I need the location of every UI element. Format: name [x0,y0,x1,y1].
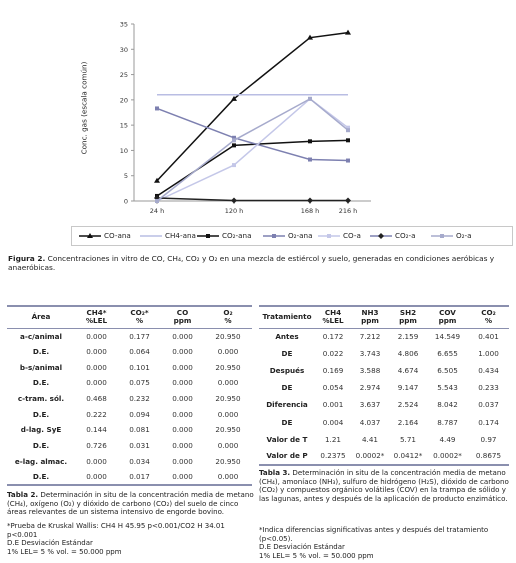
table-cell: 0.000 [217,472,239,482]
x-tick-label: 216 h [338,207,358,215]
column-header: Tratamiento [262,312,312,322]
y-tick-label: 0 [123,197,128,206]
table-cell: 0.169 [322,366,344,376]
table-cell: 2.164 [397,417,419,427]
table-cell: 0.064 [129,347,150,357]
y-tick-label: 5 [123,172,128,181]
data-point [308,97,312,101]
data-point [232,163,236,167]
table-cell: 0.000 [86,347,107,357]
table-cell: 0.081 [129,425,150,435]
x-tick-label: 168 h [300,207,320,215]
legend-item: CO-ana [79,231,131,240]
table-cell: 0.000 [172,331,193,341]
table-cell: 2.524 [397,400,419,410]
data-point [346,128,350,132]
x-tick-label: 120 h [224,207,244,215]
series-line [157,108,348,160]
row-label: e-lag. almac. [14,456,68,466]
table-cell: 0.000 [172,362,193,372]
table-cell: 4.49 [439,434,456,444]
table-row [7,328,252,344]
row-label: D.E. [32,378,50,388]
table-cell: 14.549 [434,332,461,342]
x-tick-label: 24 h [149,207,165,215]
line-chart [0,0,516,250]
table-row [259,396,509,413]
column-header: Área [31,312,51,322]
table-cell: 0.233 [478,383,499,393]
table-2-note: D.E Desviación Estándar [7,539,93,548]
table-cell: 20.950 [215,362,241,372]
table-row [7,438,252,454]
y-tick-label: 15 [119,121,128,130]
row-label: Antes [275,332,299,342]
row-label: a-c/animal [20,331,62,341]
legend-item: CH4-ana [165,231,196,240]
table-cell: 0.0002* [433,451,462,461]
table-2-caption-label: Tabla 2. [7,490,39,499]
table-cell: 0.000 [86,362,107,372]
table-2-note: *Prueba de Kruskal Wallis: CH4 H 45.95 p<0.001/CO2 H 34.01 [7,522,225,530]
table-cell: 5.71 [399,434,416,444]
row-label: D.E. [32,347,50,357]
table-cell: 6.505 [437,366,458,376]
table-cell: 1.21 [324,434,341,444]
table-cell: 0.000 [86,472,107,482]
column-header: SH2 ppm [399,308,417,326]
y-tick-label: 20 [119,96,128,105]
table-cell: 0.101 [129,362,150,372]
table-cell: 0.000 [172,425,193,435]
table-cell: 0.004 [322,417,344,427]
data-point [346,159,350,163]
table-row [7,359,252,375]
data-point [345,30,351,35]
table-2-notes [7,522,257,556]
table-cell: 0.8675 [475,451,502,461]
data-point [345,197,351,203]
table-cell: 0.434 [478,366,499,376]
column-header: O₂ % [223,308,233,326]
row-label: Diferencia [266,400,308,410]
row-label: DE [281,349,293,359]
column-header: CH4 %LEL [322,308,344,326]
row-label: DE [281,383,293,393]
data-point [231,197,237,203]
row-label: D.E. [32,441,50,451]
table-cell: 0.000 [86,378,107,388]
table-cell: 0.000 [172,347,193,357]
column-header: COV ppm [438,308,457,326]
legend-item: CO-a [318,231,361,240]
table-cell: 0.401 [478,332,499,342]
table-cell: 20.950 [215,331,241,341]
table-row [259,345,509,362]
data-point [308,158,312,162]
row-label: Valor de T [266,434,308,444]
table-cell: 0.000 [172,378,193,388]
table-cell: 8.042 [437,400,458,410]
table-row [7,406,252,422]
y-tick-label: 30 [119,45,128,54]
figure-caption [8,254,508,272]
row-label: d-lag. SyE [20,425,62,435]
table-row [259,431,509,448]
table-cell: 0.0002* [355,451,385,461]
table-cell: 0.000 [172,441,193,451]
table-row [259,362,509,379]
table-cell: 20.950 [215,394,241,404]
figure-caption-text: Concentraciones in vitro de CO, CH₄, CO₂ y O₂ en una mezcla de estiércol y suelo, generadas en condiciones aeróbicas y anaeróbicas. [8,254,495,272]
table-cell: 0.001 [322,400,344,410]
table-cell: 0.000 [217,409,239,419]
table-cell: 0.054 [322,383,344,393]
legend-item: CO₂-a [370,231,416,240]
table-row [7,391,252,407]
table-cell: 0.0412* [393,451,423,461]
table-cell: 0.144 [86,425,107,435]
data-point [155,106,159,110]
table-3-note: *Indica diferencias significativas antes y después del tratamiento [259,526,489,534]
table-cell: 6.655 [437,349,458,359]
table-3-note: (p<0.05). [259,534,293,543]
data-point [307,197,313,203]
table-cell: 2.974 [359,383,381,393]
row-label: D.E. [32,472,50,482]
table-cell: 0.094 [129,409,150,419]
row-label: D.E. [32,409,50,419]
table-cell: 3.743 [359,349,381,359]
table-3-notes [259,526,509,560]
table-row [259,448,509,465]
y-tick-label: 35 [119,20,128,29]
table-2-grid [7,305,252,486]
row-label: c-tram. sól. [17,394,65,404]
column-header: NH3 ppm [361,308,379,326]
table-cell: 7.212 [359,332,381,342]
table-cell: 8.787 [437,417,458,427]
table-cell: 0.000 [217,378,239,388]
table-2-note: p<0.001 [7,530,38,539]
table-row [7,344,252,360]
table-2-note: 1% LEL= 5 % vol. = 50.000 ppm [7,547,122,556]
table-row [259,328,509,345]
table-row [7,375,252,391]
table-cell: 0.037 [478,400,499,410]
table-cell: 1.000 [478,349,499,359]
table-cell: 0.034 [129,456,150,466]
legend-item: O₂-a [431,231,472,240]
table-3-note: 1% LEL= 5 % vol. = 50.000 ppm [259,551,374,560]
table-cell: 4.674 [397,366,419,376]
table-2-caption-text: Determinación in situ de la concentración media de metano (CH₄), oxígeno (O₂) y dióxido de carbono (CO₂) del suelo de cinco áreas relevantes de un sistema intensivo de engorde bovino. [7,490,254,517]
table-cell: 0.468 [86,394,107,404]
table-cell: 0.172 [322,332,344,342]
row-label: Valor de P [266,451,308,461]
table-cell: 0.000 [86,331,107,341]
figure-caption-label: Figura 2. [8,254,46,263]
table-cell: 2.159 [397,332,419,342]
series-line [157,198,348,201]
legend-item: O₂-ana [263,231,313,240]
table-3-caption-text: Determinación in situ de la concentración media de metano (CH₄), amoníaco (NH₃), sulfuro de hidrógeno (H₂S), dióxido de carbono (CO₂) y compuestos orgánico volátiles (COV) en la trampa de sólido y las lagunas, antes y después de la aplicación de producto enzimático. [259,468,509,503]
table-2-caption [7,491,254,517]
column-header: CO₂ % [481,308,496,326]
table-cell: 0.075 [129,378,150,388]
table-cell: 0.000 [172,394,193,404]
row-label: b-s/animal [19,362,63,372]
table-row [7,422,252,438]
table-cell: 20.950 [215,425,241,435]
table-row [259,413,509,430]
table-3-caption [259,469,509,503]
data-point [308,139,312,143]
table-cell: 3.637 [359,400,381,410]
table-2 [7,305,252,486]
table-cell: 0.000 [172,472,193,482]
column-header: CO ppm [173,308,192,326]
table-cell: 0.022 [322,349,344,359]
table-cell: 0.031 [129,441,150,451]
table-cell: 20.950 [215,456,241,466]
table-cell: 4.41 [361,434,378,444]
table-cell: 0.726 [86,441,107,451]
table-header [7,306,252,328]
column-header: CO₂* % [130,308,149,326]
table-cell: 0.000 [217,441,239,451]
table-cell: 0.000 [217,347,239,357]
table-3-grid [259,305,509,466]
table-cell: 0.174 [478,417,499,427]
table-cell: 4.037 [359,417,381,427]
table-cell: 0.2375 [320,451,346,461]
table-cell: 0.017 [129,472,150,482]
table-cell: 0.97 [480,434,497,444]
table-cell: 0.000 [172,456,193,466]
table-cell: 3.588 [359,366,381,376]
table-cell: 0.000 [172,409,193,419]
column-header: CH4* %LEL [85,308,108,326]
data-point [155,199,159,203]
table-cell: 0.222 [86,409,107,419]
data-point [232,143,236,147]
table-cell: 4.806 [397,349,419,359]
table-cell: 0.177 [129,331,150,341]
table-cell: 0.000 [86,456,107,466]
data-point [346,138,350,142]
row-label: Después [269,366,305,376]
y-tick-label: 25 [119,71,128,80]
table-header [259,306,509,328]
table-row [7,469,252,485]
table-3-note: D.E Desviación Estándar [259,543,345,552]
data-point [232,138,236,142]
table-3-caption-label: Tabla 3. [259,468,291,477]
table-row [7,454,252,470]
table-cell: 9.147 [397,383,419,393]
table-row [259,379,509,396]
row-label: DE [281,417,293,427]
table-cell: 5.543 [437,383,458,393]
table-3 [259,305,509,466]
table-cell: 0.232 [129,394,150,404]
legend-item: CO₂-ana [197,231,252,240]
y-tick-label: 10 [119,146,128,155]
